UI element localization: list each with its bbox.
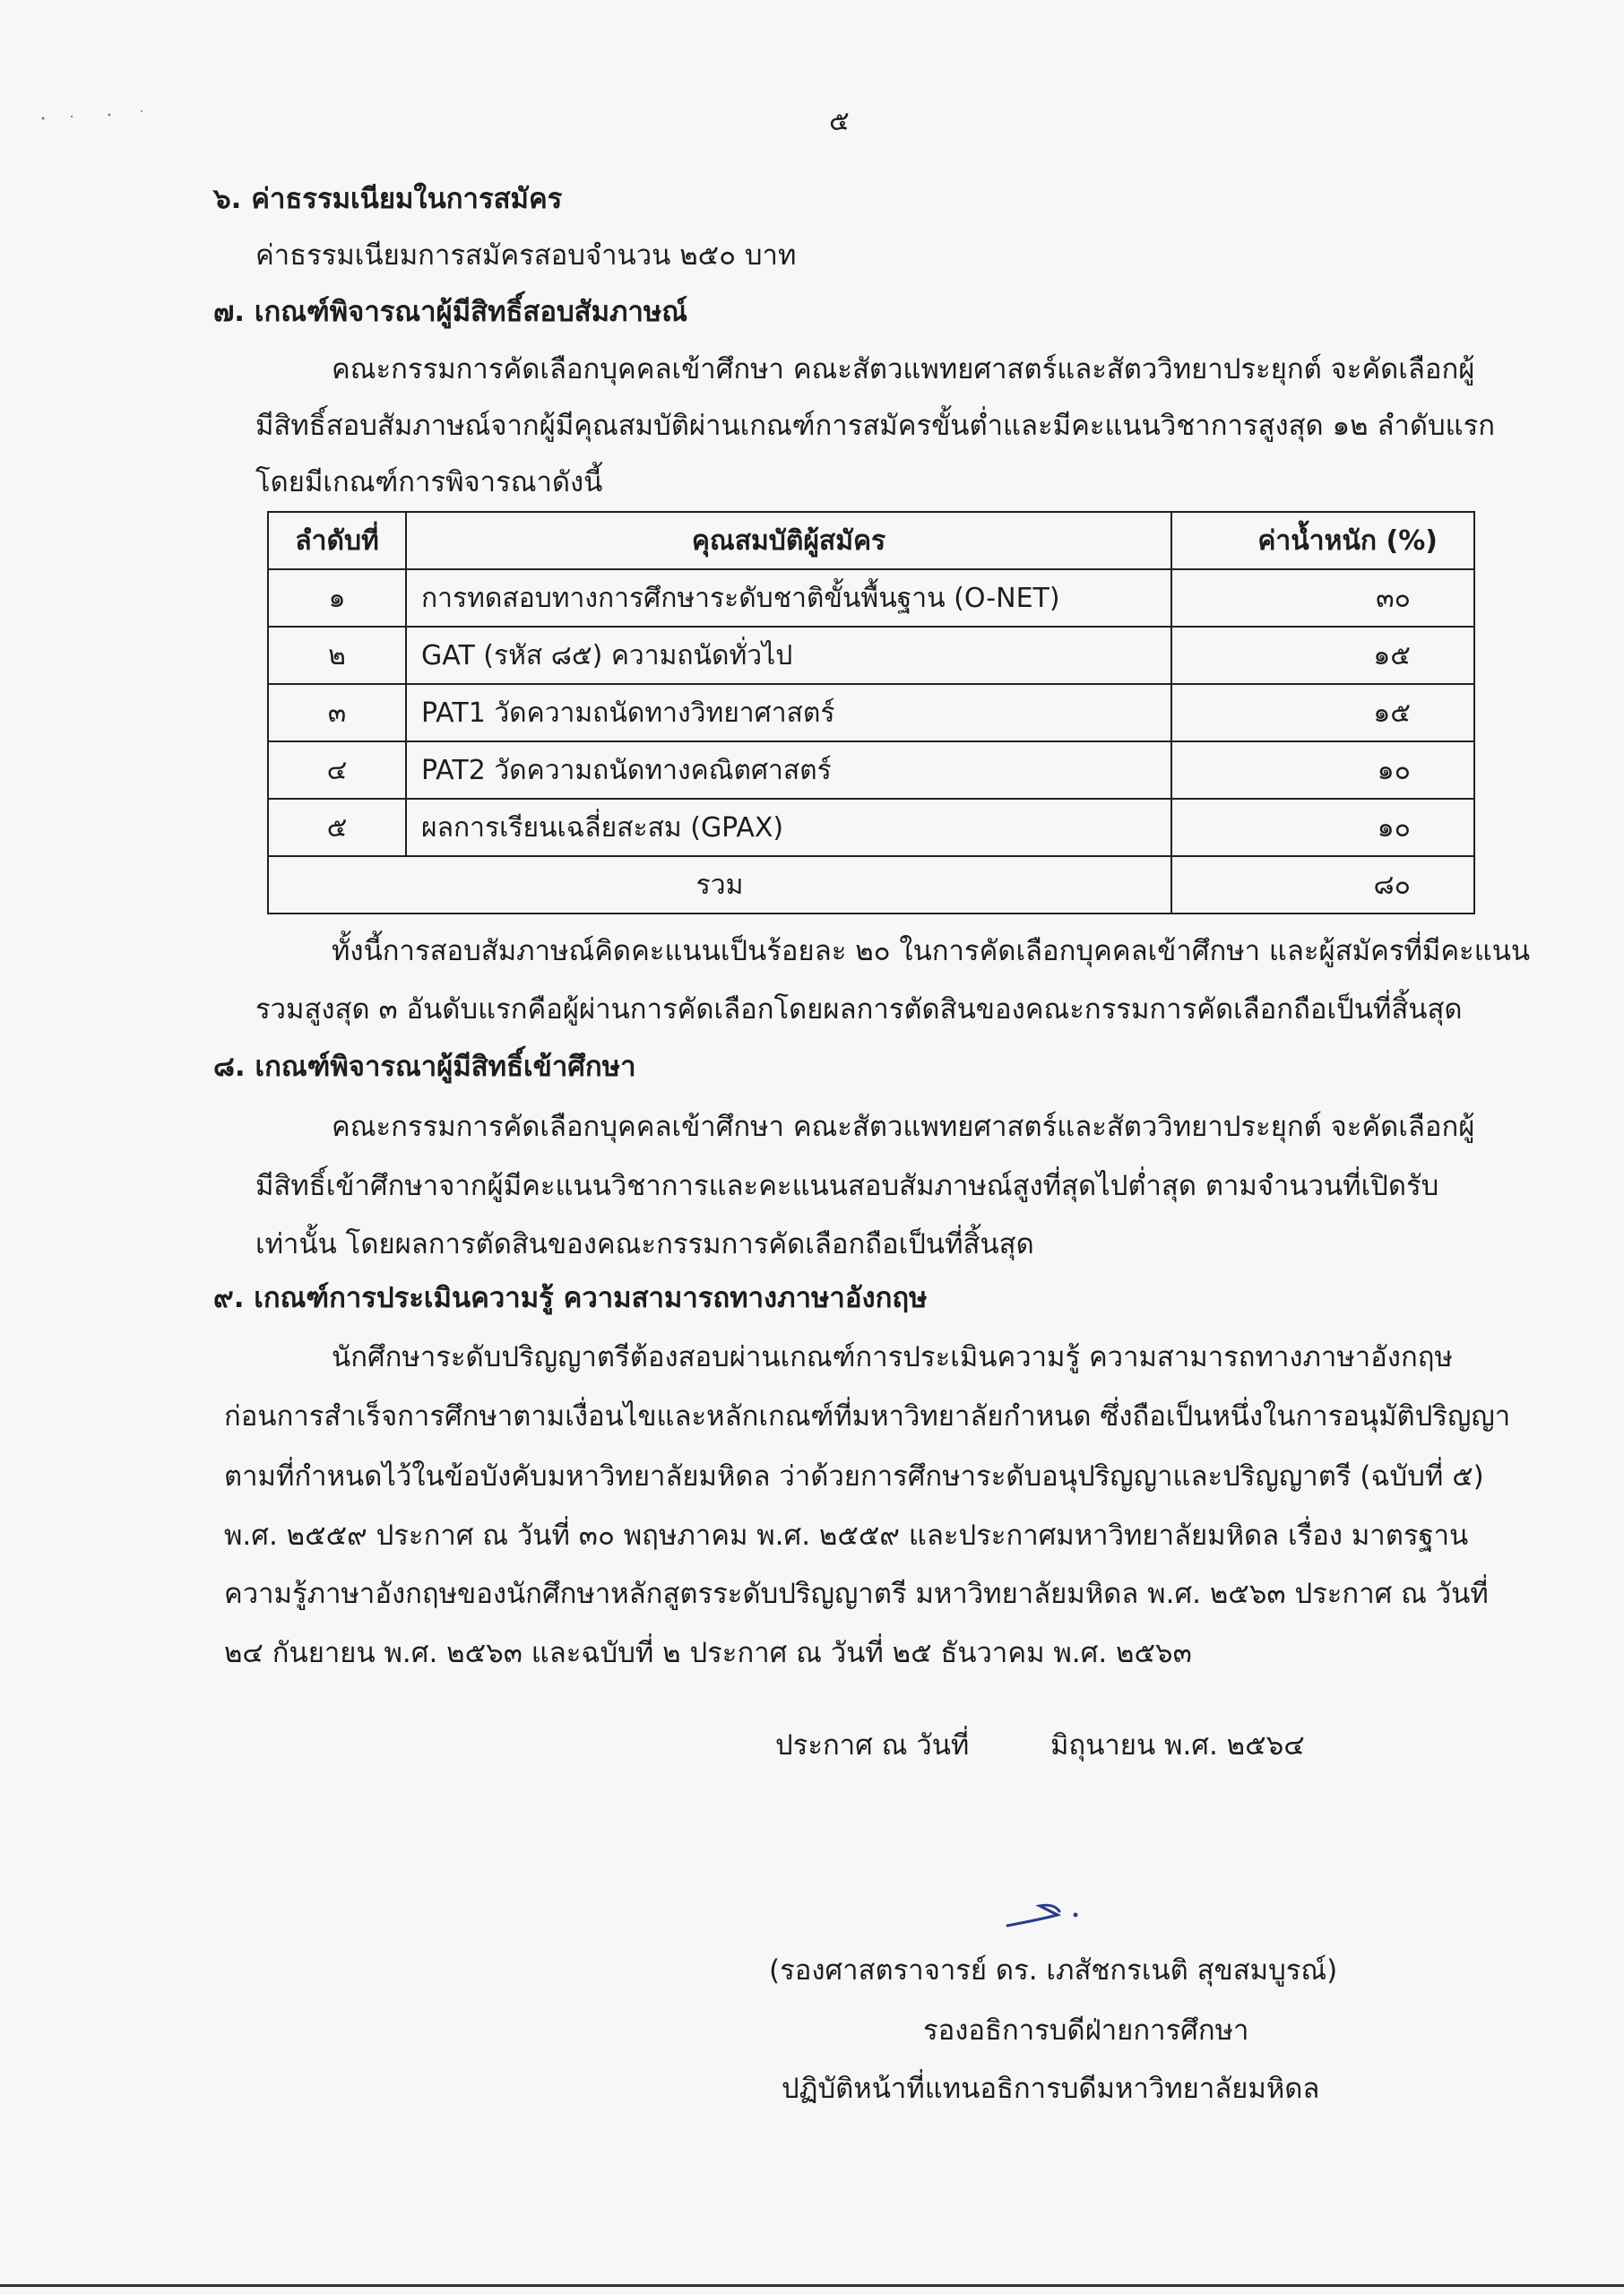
page-number: ๕ — [829, 106, 850, 137]
section7-after-line: รวมสูงสุด ๓ อันดับแรกคือผู้ผ่านการคัดเลือกโดยผลการตัดสินของคณะกรรมการคัดเลือกถือเป็นที่สิ้นสุด — [255, 993, 1463, 1026]
scan-specks — [36, 108, 152, 126]
table-row — [268, 799, 1474, 856]
page-bottom-rule — [0, 2284, 1624, 2287]
signatory-position: รองอธิการบดีฝ่ายการศึกษา — [923, 2014, 1249, 2047]
section7-heading: ๗. เกณฑ์พิจารณาผู้มีสิทธิ์สอบสัมภาษณ์ — [213, 296, 688, 328]
cell-weight: ๓๐ — [1171, 569, 1474, 627]
section7-after-line: ทั้งนี้การสอบสัมภาษณ์คิดคะแนนเป็นร้อยละ ๒๐ ในการคัดเลือกบุคคลเข้าศึกษา และผู้สมัครที่มีคะแนน — [332, 935, 1531, 967]
table-row — [268, 684, 1474, 741]
section9-line: นักศึกษาระดับปริญญาตรีต้องสอบผ่านเกณฑ์การประเมินความรู้ ความสามารถทางภาษาอังกฤษ — [332, 1341, 1453, 1373]
table-total-row — [268, 856, 1474, 914]
cell-qualification: ผลการเรียนเฉลี่ยสะสม (GPAX) — [406, 799, 1171, 856]
section9-line: ตามที่กำหนดไว้ในข้อบังคับมหาวิทยาลัยมหิดล ว่าด้วยการศึกษาระดับอนุปริญญาและปริญญาตรี (ฉบับที่ ๕) — [224, 1460, 1484, 1493]
section9-line: ๒๔ กันยายน พ.ศ. ๒๕๖๓ และฉบับที่ ๒ ประกาศ ณ วันที่ ๒๕ ธันวาคม พ.ศ. ๒๕๖๓ — [224, 1637, 1192, 1669]
table-row — [268, 627, 1474, 684]
section7-line: มีสิทธิ์สอบสัมภาษณ์จากผู้มีคุณสมบัติผ่านเกณฑ์การสมัครขั้นต่ำและมีคะแนนวิชาการสูงสุด ๑๒ ลำดับแรก — [255, 410, 1496, 442]
total-label: รวม — [268, 856, 1171, 914]
total-value: ๘๐ — [1171, 856, 1474, 914]
section6-body: ค่าธรรมเนียมการสมัครสอบจำนวน ๒๕๐ บาท — [255, 239, 797, 272]
cell-qualification: GAT (รหัส ๘๕) ความถนัดทั่วไป — [406, 627, 1171, 684]
cell-qualification: การทดสอบทางการศึกษาระดับชาติขั้นพื้นฐาน (O-NET) — [406, 569, 1171, 627]
table-row — [268, 741, 1474, 799]
cell-qualification: PAT2 วัดความถนัดทางคณิตศาสตร์ — [406, 741, 1171, 799]
cell-weight: ๑๕ — [1171, 684, 1474, 741]
section7-line: โดยมีเกณฑ์การพิจารณาดังนี้ — [255, 466, 603, 498]
cell-rank: ๓ — [268, 684, 406, 741]
header-weight: ค่าน้ำหนัก (%) — [1171, 512, 1474, 569]
announce-date: มิถุนายน พ.ศ. ๒๕๖๔ — [1050, 1729, 1305, 1762]
cell-qualification: PAT1 วัดความถนัดทางวิทยาศาสตร์ — [406, 684, 1171, 741]
section9-heading: ๙. เกณฑ์การประเมินความรู้ ความสามารถทางภาษาอังกฤษ — [213, 1282, 928, 1314]
table-header-row — [268, 512, 1474, 569]
section8-line: มีสิทธิ์เข้าศึกษาจากผู้มีคะแนนวิชาการและคะแนนสอบสัมภาษณ์สูงที่สุดไปต่ำสุด ตามจำนวนที่เปิดรับ — [255, 1170, 1439, 1202]
cell-rank: ๕ — [268, 799, 406, 856]
section9-line: ก่อนการสำเร็จการศึกษาตามเงื่อนไขและหลักเกณฑ์ที่มหาวิทยาลัยกำหนด ซึ่งถือเป็นหนึ่งในการอนุมัติปริญญา — [224, 1400, 1511, 1433]
cell-rank: ๒ — [268, 627, 406, 684]
header-rank: ลำดับที่ — [268, 512, 406, 569]
section8-line: คณะกรรมการคัดเลือกบุคคลเข้าศึกษา คณะสัตวแพทยศาสตร์และสัตววิทยาประยุกต์ จะคัดเลือกผู้ — [332, 1111, 1475, 1143]
section9-line: พ.ศ. ๒๕๕๙ ประกาศ ณ วันที่ ๓๐ พฤษภาคม พ.ศ. ๒๕๕๙ และประกาศมหาวิทยาลัยมหิดล เรื่อง มาตรฐาน — [224, 1520, 1469, 1552]
cell-rank: ๑ — [268, 569, 406, 627]
section7-line: คณะกรรมการคัดเลือกบุคคลเข้าศึกษา คณะสัตวแพทยศาสตร์และสัตววิทยาประยุกต์ จะคัดเลือกผู้ — [332, 353, 1475, 385]
section8-line: เท่านั้น โดยผลการตัดสินของคณะกรรมการคัดเลือกถือเป็นที่สิ้นสุด — [255, 1228, 1034, 1260]
signatory-name: (รองศาสตราจารย์ ดร. เภสัชกรเนติ สุขสมบูรณ์) — [769, 1954, 1338, 1987]
section8-heading: ๘. เกณฑ์พิจารณาผู้มีสิทธิ์เข้าศึกษา — [213, 1051, 636, 1083]
cell-rank: ๔ — [268, 741, 406, 799]
announce-prefix: ประกาศ ณ วันที่ — [775, 1729, 970, 1762]
cell-weight: ๑๐ — [1171, 741, 1474, 799]
table-row — [268, 569, 1474, 627]
header-qualification: คุณสมบัติผู้สมัคร — [406, 512, 1171, 569]
section9-line: ความรู้ภาษาอังกฤษของนักศึกษาหลักสูตรระดับปริญญาตรี มหาวิทยาลัยมหิดล พ.ศ. ๒๕๖๓ ประกาศ ณ วันที่ — [224, 1578, 1489, 1610]
signatory-acting-position: ปฏิบัติหน้าที่แทนอธิการบดีมหาวิทยาลัยมหิดล — [782, 2073, 1320, 2105]
cell-weight: ๑๐ — [1171, 799, 1474, 856]
criteria-table — [267, 511, 1475, 914]
cell-weight: ๑๕ — [1171, 627, 1474, 684]
section6-heading: ๖. ค่าธรรมเนียมในการสมัคร — [213, 183, 563, 215]
signature-mark — [1004, 1899, 1084, 1935]
